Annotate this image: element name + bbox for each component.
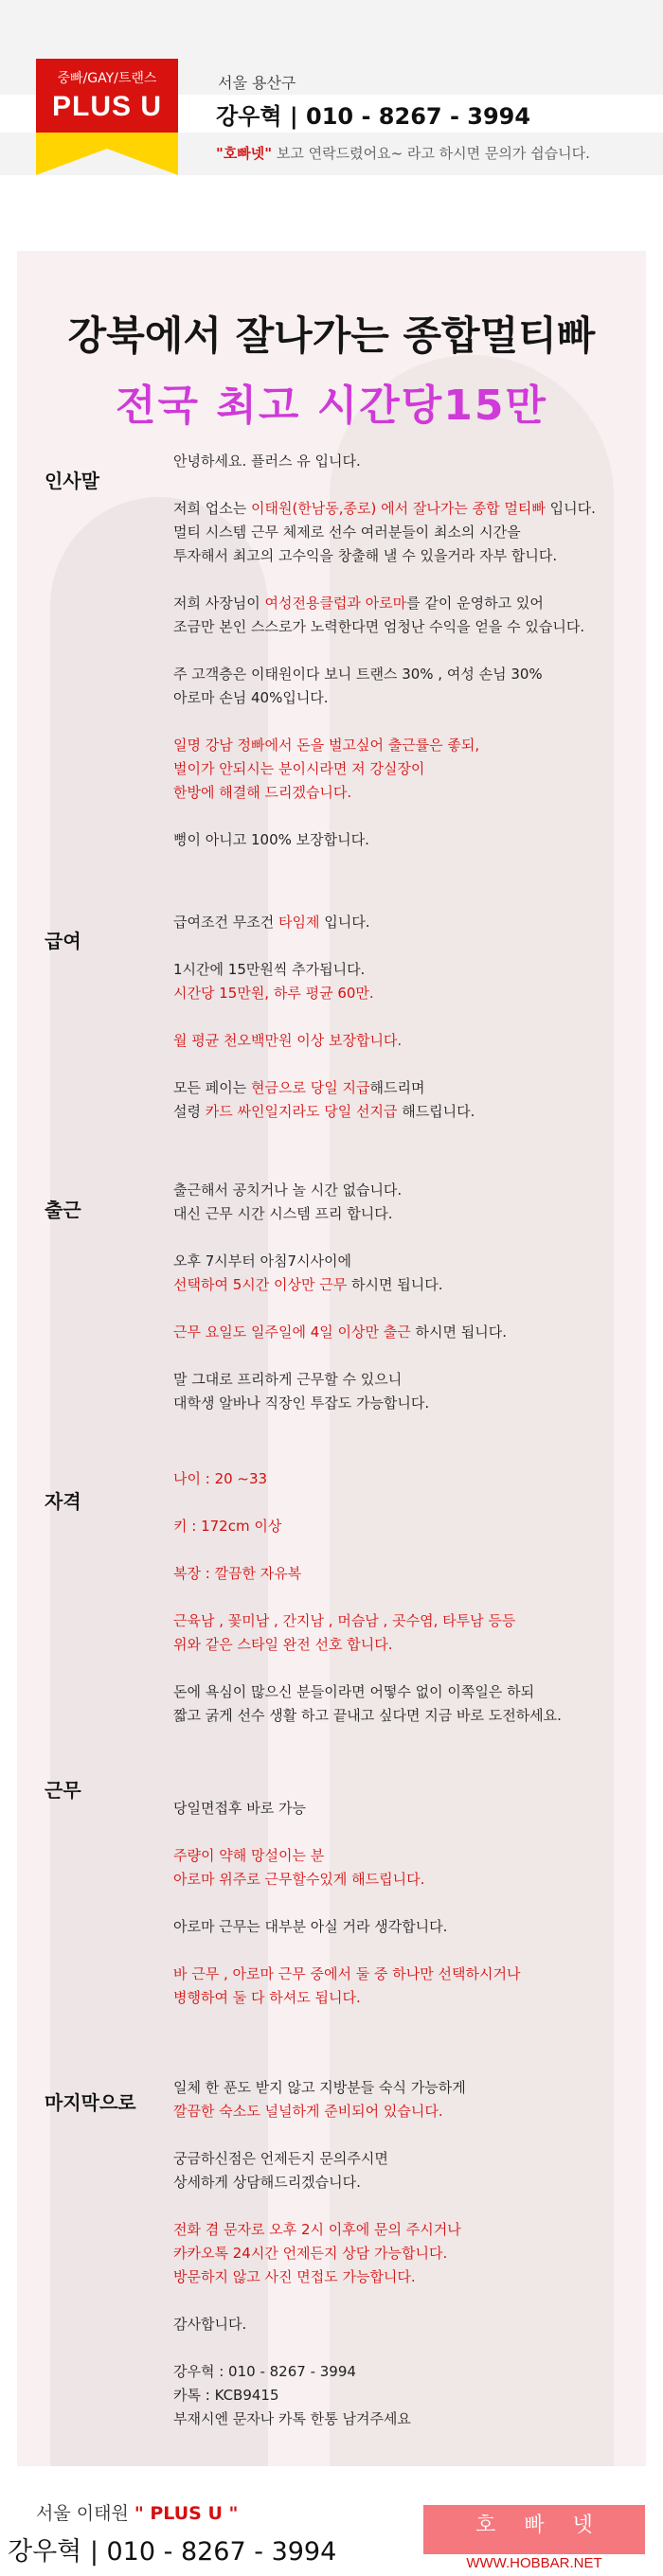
brand-badge-title: PLUS U <box>51 91 162 122</box>
duty-highlight-line: 병행하여 둘 다 하셔도 됩니다. <box>173 1989 361 2006</box>
qual-line: 돈에 욕심이 많으신 분들이라면 어떻수 없이 이쪽일은 하되 <box>173 1683 535 1700</box>
section-pay <box>173 911 628 1124</box>
text: 설령 <box>173 1103 206 1120</box>
intro-line: 투자해서 최고의 고수익을 창출해 낼 수 있을거라 자부 합니다. <box>173 547 558 564</box>
closing-line: 일체 한 푼도 받지 않고 지방분들 숙식 가능하게 <box>173 2079 466 2096</box>
closing-contact-line: 부재시엔 문자나 카톡 한통 남겨주세요 <box>173 2410 411 2427</box>
duty-highlight-line: 바 근무 , 아로마 근무 중에서 둘 중 하나만 선택하시거나 <box>173 1965 521 1982</box>
intro-line: 주 고객층은 이태원이다 보니 트랜스 30% , 여성 손님 30% <box>173 666 543 683</box>
duty-line: 당일면접후 바로 가능 <box>173 1800 306 1817</box>
section-duty <box>173 1797 628 2010</box>
header-note-highlight: "호빠넷" <box>216 145 273 162</box>
intro-highlight-line: 벌이가 안되시는 분이시라면 저 강실장이 <box>173 760 425 777</box>
highlight-text: 타임제 <box>278 914 320 931</box>
site-url-link[interactable]: WWW.HOBBAR.NET <box>466 2555 602 2571</box>
text: 모든 페이는 <box>173 1079 251 1096</box>
section-qual <box>173 1467 628 1728</box>
closing-line: 감사합니다. <box>173 2316 247 2333</box>
text: 급여조건 무조건 <box>173 914 278 931</box>
pay-line: 1시간에 15만원씩 추가됩니다. <box>173 961 366 978</box>
highlight-text: 여성전용클럽과 아로마 <box>264 595 407 612</box>
closing-highlight-line: 전화 겸 문자로 오후 2시 이후에 문의 주시거나 <box>173 2221 461 2238</box>
work-line: 대신 근무 시간 시스템 프리 합니다. <box>173 1205 393 1222</box>
intro-line: 멀티 시스템 근무 체제로 선수 여러분들이 최소의 시간을 <box>173 524 521 541</box>
footer-location <box>36 2499 238 2525</box>
section-closing <box>173 2076 628 2431</box>
pay-line <box>173 1076 628 1100</box>
header-location: 서울 용산구 <box>218 74 296 92</box>
intro-paragraph <box>173 592 628 615</box>
text: 하시면 됩니다. <box>347 1276 443 1293</box>
pay-line <box>173 911 628 934</box>
pay-highlight-line: 월 평균 천오백만원 이상 보장합니다. <box>173 1032 403 1049</box>
header-contact: 강우혁 | 010 - 8267 - 3994 <box>216 103 531 130</box>
text: 를 같이 운영하고 있어 <box>406 595 544 612</box>
closing-highlight-line: 방문하지 않고 사진 면접도 가능합니다. <box>173 2268 416 2285</box>
footer-location-text: 서울 이태원 <box>36 2503 134 2524</box>
brand-badge <box>36 59 178 133</box>
text: 저희 업소는 <box>173 500 251 517</box>
site-logo-box[interactable] <box>423 2505 645 2554</box>
pay-line <box>173 1100 628 1124</box>
work-line: 오후 7시부터 아침7시사이에 <box>173 1252 352 1270</box>
qual-line: 짧고 굵게 선수 생활 하고 끝내고 싶다면 지금 바로 도전하세요. <box>173 1707 562 1724</box>
highlight-text: 카드 싸인일지라도 당일 선지급 <box>205 1103 398 1120</box>
intro-highlight-line: 한방에 해결해 드리겠습니다. <box>173 784 352 801</box>
work-line <box>173 1321 628 1344</box>
work-line: 말 그대로 프리하게 근무할 수 있으니 <box>173 1371 403 1388</box>
section-intro <box>173 450 628 852</box>
highlight-text: 이태원(한남동,종로) 에서 잘나가는 종합 멀티빠 <box>251 500 546 517</box>
closing-highlight-line: 카카오톡 24시간 언제든지 상담 가능합니다. <box>173 2245 448 2262</box>
closing-line: 상세하게 상담해드리겠습니다. <box>173 2174 361 2191</box>
text: 해드리며 <box>369 1079 425 1096</box>
closing-highlight-line: 깔끔한 숙소도 널널하게 준비되어 있습니다. <box>173 2103 443 2120</box>
footer-brand-name: " PLUS U " <box>134 2503 239 2524</box>
intro-paragraph <box>173 497 628 521</box>
intro-line: 아로마 손님 40%입니다. <box>173 689 329 706</box>
text: 입니다. <box>319 914 370 931</box>
text: 저희 사장님이 <box>173 595 265 612</box>
closing-contact-line: 카톡 : KCB9415 <box>173 2387 279 2404</box>
work-line: 대학생 알바나 직장인 투잡도 가능합니다. <box>173 1395 430 1412</box>
section-label-pay: 급여 <box>45 930 81 952</box>
footer-contact: 강우혁 | 010 - 8267 - 3994 <box>8 2537 337 2567</box>
qual-line: 나이 : 20 ~33 <box>173 1470 268 1487</box>
qual-line: 위와 같은 스타일 완전 선호 합니다. <box>173 1636 393 1653</box>
header-note-text: 보고 연락드렸어요~ 라고 하시면 문의가 쉽습니다. <box>272 145 590 162</box>
headline-secondary: 전국 최고 시간당15만 <box>116 382 547 430</box>
duty-line: 아로마 근무는 대부분 아실 거라 생각합니다. <box>173 1918 448 1935</box>
brand-badge-subtitle: 중빠/GAY/트랜스 <box>57 71 157 86</box>
text: 해드립니다. <box>397 1103 475 1120</box>
section-label-qual: 자격 <box>45 1490 81 1513</box>
section-work <box>173 1179 628 1415</box>
headline-primary: 강북에서 잘나가는 종합멀티빠 <box>67 312 596 359</box>
header-note <box>216 143 590 163</box>
highlight-text: 근무 요일도 일주일에 4일 이상만 출근 <box>173 1324 411 1341</box>
section-label-duty: 근무 <box>45 1779 81 1802</box>
site-logo-text: 호빠넷 <box>475 2514 621 2537</box>
qual-line: 근육남 , 꽃미남 , 간지남 , 머슴남 , 곳수염, 타투남 등등 <box>173 1612 516 1629</box>
pay-highlight-line: 시간당 15만원, 하루 평균 60만. <box>173 985 374 1002</box>
work-line: 출근해서 공치거나 놀 시간 없습니다. <box>173 1181 403 1199</box>
intro-line: 뻥이 아니고 100% 보장합니다. <box>173 831 369 848</box>
qual-line: 복장 : 깔끔한 자유복 <box>173 1565 302 1582</box>
highlight-text: 현금으로 당일 지급 <box>251 1079 370 1096</box>
text: 입니다. <box>545 500 596 517</box>
section-label-intro: 인사말 <box>45 470 99 492</box>
qual-line: 키 : 172cm 이상 <box>173 1518 282 1535</box>
closing-contact-line: 강우혁 : 010 - 8267 - 3994 <box>173 2363 356 2380</box>
duty-highlight-line: 아로마 위주로 근무할수있게 해드립니다. <box>173 1871 425 1888</box>
section-label-work: 출근 <box>45 1199 81 1221</box>
ribbon-tail-decoration <box>36 149 178 175</box>
duty-highlight-line: 주량이 약해 망설이는 분 <box>173 1847 325 1864</box>
section-label-closing: 마지막으로 <box>45 2091 136 2114</box>
closing-line: 궁금하신점은 언제든지 문의주시면 <box>173 2150 388 2167</box>
highlight-text: 선택하여 5시간 이상만 근무 <box>173 1276 348 1293</box>
intro-paragraph: 안녕하세요. 플러스 유 입니다. <box>173 453 361 470</box>
work-line <box>173 1273 628 1297</box>
intro-line: 조금만 본인 스스로가 노력한다면 엄청난 수익을 얻을 수 있습니다. <box>173 618 585 635</box>
intro-highlight-line: 일명 강남 정빠에서 돈을 벌고싶어 출근률은 좋되, <box>173 737 480 754</box>
text: 하시면 됩니다. <box>410 1324 507 1341</box>
